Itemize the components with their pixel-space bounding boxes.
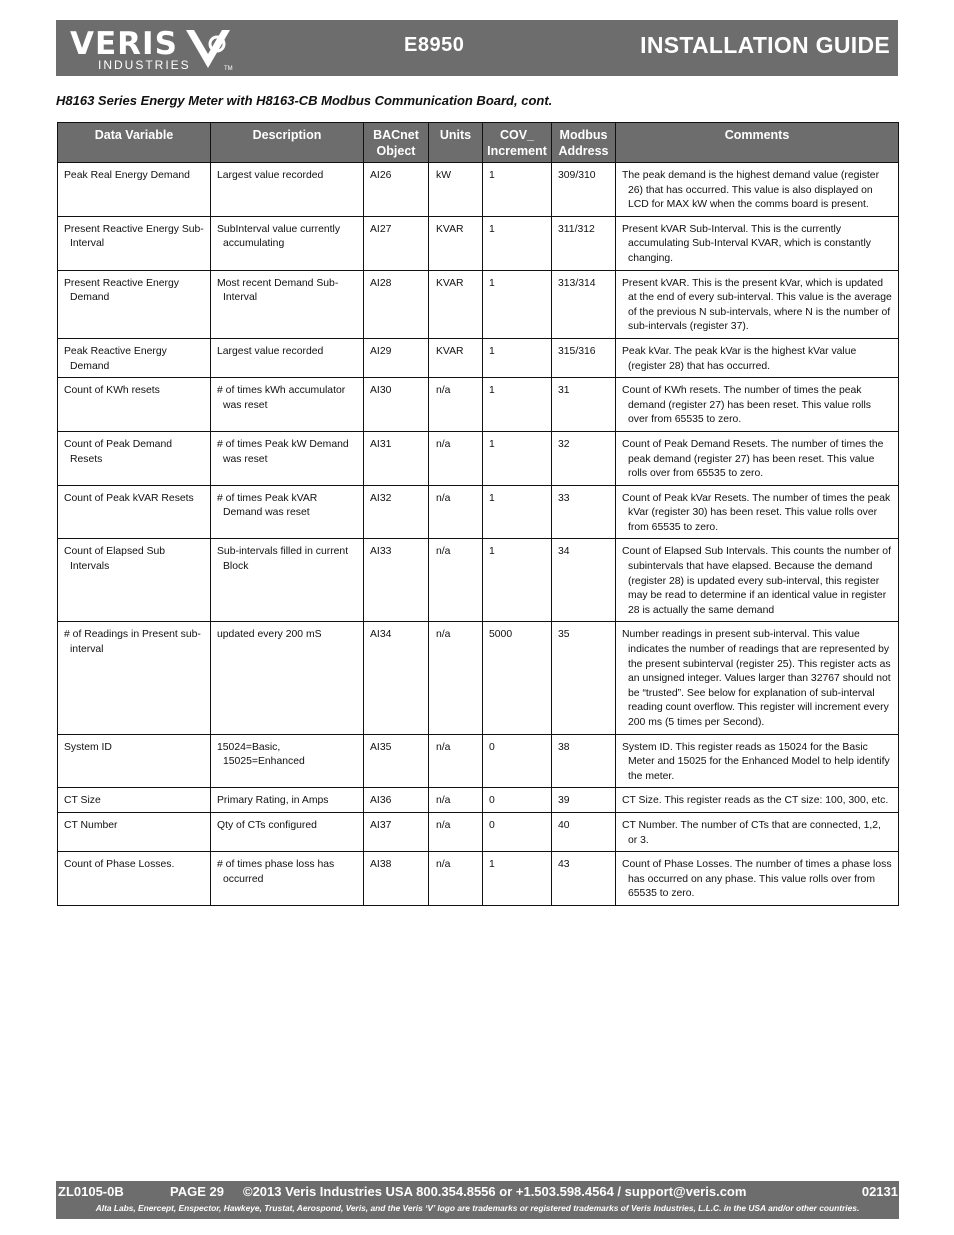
veris-v-logo-icon [184, 26, 236, 72]
cell-cov-increment: 5000 [483, 622, 552, 734]
cell-comments: Present kVAR. This is the present kVar, which is updated at the end of every sub-interval. This value is the average of the previous N sub-intervals, where N is the number of sub-intervals (register 37). [616, 270, 899, 338]
cell-units: n/a [429, 812, 483, 851]
cell-modbus-address: 313/314 [552, 270, 616, 338]
cell-modbus-address: 43 [552, 852, 616, 906]
cell-data-variable: CT Number [58, 812, 211, 851]
cell-description: updated every 200 mS [211, 622, 364, 734]
cell-description: Sub-intervals filled in current Block [211, 539, 364, 622]
cell-modbus-address: 38 [552, 734, 616, 788]
cell-modbus-address: 32 [552, 431, 616, 485]
table-row [58, 622, 899, 734]
cell-data-variable: System ID [58, 734, 211, 788]
table-row [58, 163, 899, 217]
cell-bacnet-object: AI34 [364, 622, 429, 734]
header-units: Units [429, 123, 483, 163]
table-row [58, 539, 899, 622]
section-subtitle: H8163 Series Energy Meter with H8163-CB Modbus Communication Board, cont. [56, 93, 553, 108]
table-row [58, 216, 899, 270]
cell-cov-increment: 1 [483, 216, 552, 270]
table-row [58, 734, 899, 788]
cell-modbus-address: 35 [552, 622, 616, 734]
cell-units: KVAR [429, 216, 483, 270]
cell-comments: System ID. This register reads as 15024 for the Basic Meter and 15025 for the Enhanced Model to help identify the meter. [616, 734, 899, 788]
cell-comments: Count of Elapsed Sub Intervals. This counts the number of subintervals that have elapsed. Because the demand (register 28) is updated every sub-interval, this register may be read to determine if an identical value in register 28 is actually the same demand [616, 539, 899, 622]
cell-comments: Count of Phase Losses. The number of times a phase loss has occurred on any phase. This value rolls over from 65535 to zero. [616, 852, 899, 906]
cell-data-variable: CT Size [58, 788, 211, 813]
cell-bacnet-object: AI28 [364, 270, 429, 338]
cell-cov-increment: 1 [483, 431, 552, 485]
cell-units: KVAR [429, 270, 483, 338]
cell-modbus-address: 31 [552, 378, 616, 432]
footer-copyright: ©2013 Veris Industries USA 800.354.8556 or +1.503.598.4564 / support@veris.com [243, 1184, 747, 1199]
cell-description: # of times kWh accumulator was reset [211, 378, 364, 432]
header-data-variable: Data Variable [58, 123, 211, 163]
cell-units: n/a [429, 734, 483, 788]
cell-units: n/a [429, 431, 483, 485]
cell-units: n/a [429, 539, 483, 622]
cell-comments: Peak kVar. The peak kVar is the highest kVar value (register 28) that has occurred. [616, 338, 899, 377]
header-bacnet-object: BACnet Object [364, 123, 429, 163]
cell-description: # of times Peak kVAR Demand was reset [211, 485, 364, 539]
cell-bacnet-object: AI30 [364, 378, 429, 432]
table-row [58, 485, 899, 539]
cell-description: SubInterval value currently accumulating [211, 216, 364, 270]
page-header [56, 20, 898, 76]
table-row [58, 378, 899, 432]
cell-description: # of times phase loss has occurred [211, 852, 364, 906]
cell-data-variable: Peak Real Energy Demand [58, 163, 211, 217]
cell-description: # of times Peak kW Demand was reset [211, 431, 364, 485]
cell-modbus-address: 315/316 [552, 338, 616, 377]
cell-data-variable: Count of Peak kVAR Resets [58, 485, 211, 539]
cell-data-variable: Count of Elapsed Sub Intervals [58, 539, 211, 622]
cell-units: kW [429, 163, 483, 217]
cell-comments: Count of KWh resets. The number of times the peak demand (register 27) has been reset. This value rolls over from 65535 to zero. [616, 378, 899, 432]
cell-modbus-address: 33 [552, 485, 616, 539]
cell-bacnet-object: AI36 [364, 788, 429, 813]
cell-data-variable: # of Readings in Present sub-interval [58, 622, 211, 734]
cell-cov-increment: 1 [483, 378, 552, 432]
table-row [58, 431, 899, 485]
cell-cov-increment: 0 [483, 812, 552, 851]
veris-logo [66, 24, 246, 72]
cell-bacnet-object: AI27 [364, 216, 429, 270]
footer-doc-number: ZL0105-0B [58, 1184, 124, 1199]
cell-data-variable: Count of Peak Demand Resets [58, 431, 211, 485]
cell-bacnet-object: AI26 [364, 163, 429, 217]
cell-cov-increment: 1 [483, 485, 552, 539]
cell-bacnet-object: AI37 [364, 812, 429, 851]
cell-data-variable: Count of Phase Losses. [58, 852, 211, 906]
cell-units: KVAR [429, 338, 483, 377]
cell-data-variable: Present Reactive Energy Demand [58, 270, 211, 338]
cell-description: Largest value recorded [211, 163, 364, 217]
cell-comments: Number readings in present sub-interval. This value indicates the number of readings that are represented by the present subinterval (register 25). This register acts as an unsigned integer. Values larger than 32767 should not be “trusted”. See below for explanation of sub-interval reading count overflow. This register will increment every 200 ms (5 times per Second). [616, 622, 899, 734]
logo-subtext: INDUSTRIES [98, 58, 191, 72]
header-cov-increment: COV_ Increment [483, 123, 552, 163]
cell-comments: Present kVAR Sub-Interval. This is the currently accumulating Sub-Interval KVAR, which is constantly changing. [616, 216, 899, 270]
cell-modbus-address: 40 [552, 812, 616, 851]
cell-description: Primary Rating, in Amps [211, 788, 364, 813]
cell-units: n/a [429, 622, 483, 734]
cell-bacnet-object: AI29 [364, 338, 429, 377]
cell-modbus-address: 309/310 [552, 163, 616, 217]
table-row [58, 338, 899, 377]
cell-cov-increment: 0 [483, 788, 552, 813]
cell-units: n/a [429, 788, 483, 813]
cell-bacnet-object: AI38 [364, 852, 429, 906]
table-row [58, 852, 899, 906]
cell-comments: The peak demand is the highest demand value (register 26) that has occurred. This value is also displayed on LCD for MAX kW when the comms board is present. [616, 163, 899, 217]
cell-comments: Count of Peak Demand Resets. The number of times the peak demand (register 27) has been reset. This value rolls over from 65535 to zero. [616, 431, 899, 485]
table-row [58, 812, 899, 851]
cell-data-variable: Count of KWh resets [58, 378, 211, 432]
header-comments: Comments [616, 123, 899, 163]
cell-bacnet-object: AI33 [364, 539, 429, 622]
logo-brand: VERIS [70, 26, 178, 62]
footer-page-number: PAGE 29 [170, 1184, 224, 1199]
cell-cov-increment: 0 [483, 734, 552, 788]
table-row [58, 788, 899, 813]
table-row [58, 270, 899, 338]
svg-text:TM: TM [224, 66, 233, 72]
page-footer [56, 1181, 899, 1219]
cell-cov-increment: 1 [483, 163, 552, 217]
cell-data-variable: Present Reactive Energy Sub-Interval [58, 216, 211, 270]
cell-bacnet-object: AI32 [364, 485, 429, 539]
cell-bacnet-object: AI35 [364, 734, 429, 788]
cell-comments: CT Size. This register reads as the CT size: 100, 300, etc. [616, 788, 899, 813]
model-number: E8950 [404, 34, 465, 56]
cell-comments: Count of Peak kVar Resets. The number of times the peak kVar (register 30) has been reset. This value rolls over from 65535 to zero. [616, 485, 899, 539]
cell-cov-increment: 1 [483, 338, 552, 377]
cell-cov-increment: 1 [483, 852, 552, 906]
cell-units: n/a [429, 852, 483, 906]
guide-title: INSTALLATION GUIDE [640, 32, 890, 58]
cell-modbus-address: 311/312 [552, 216, 616, 270]
register-table [57, 122, 899, 906]
header-description: Description [211, 123, 364, 163]
cell-modbus-address: 34 [552, 539, 616, 622]
cell-description: Largest value recorded [211, 338, 364, 377]
cell-description: Most recent Demand Sub-Interval [211, 270, 364, 338]
cell-data-variable: Peak Reactive Energy Demand [58, 338, 211, 377]
footer-trademark: Alta Labs, Enercept, Enspector, Hawkeye, Trustat, Aerospond, Veris, and the Veris ‘V’ logo are trademarks or registered trademarks of Veris Industries, L.L.C. in the USA and/or other countries. [95, 1203, 860, 1213]
cell-modbus-address: 39 [552, 788, 616, 813]
cell-cov-increment: 1 [483, 539, 552, 622]
cell-units: n/a [429, 485, 483, 539]
header-modbus-address: Modbus Address [552, 123, 616, 163]
cell-description: Qty of CTs configured [211, 812, 364, 851]
table-body [58, 163, 899, 906]
cell-description: 15024=Basic, 15025=Enhanced [211, 734, 364, 788]
footer-date-code: 02131 [861, 1184, 898, 1199]
cell-bacnet-object: AI31 [364, 431, 429, 485]
cell-comments: CT Number. The number of CTs that are connected, 1,2, or 3. [616, 812, 899, 851]
table-header-row [58, 123, 899, 163]
cell-cov-increment: 1 [483, 270, 552, 338]
cell-units: n/a [429, 378, 483, 432]
